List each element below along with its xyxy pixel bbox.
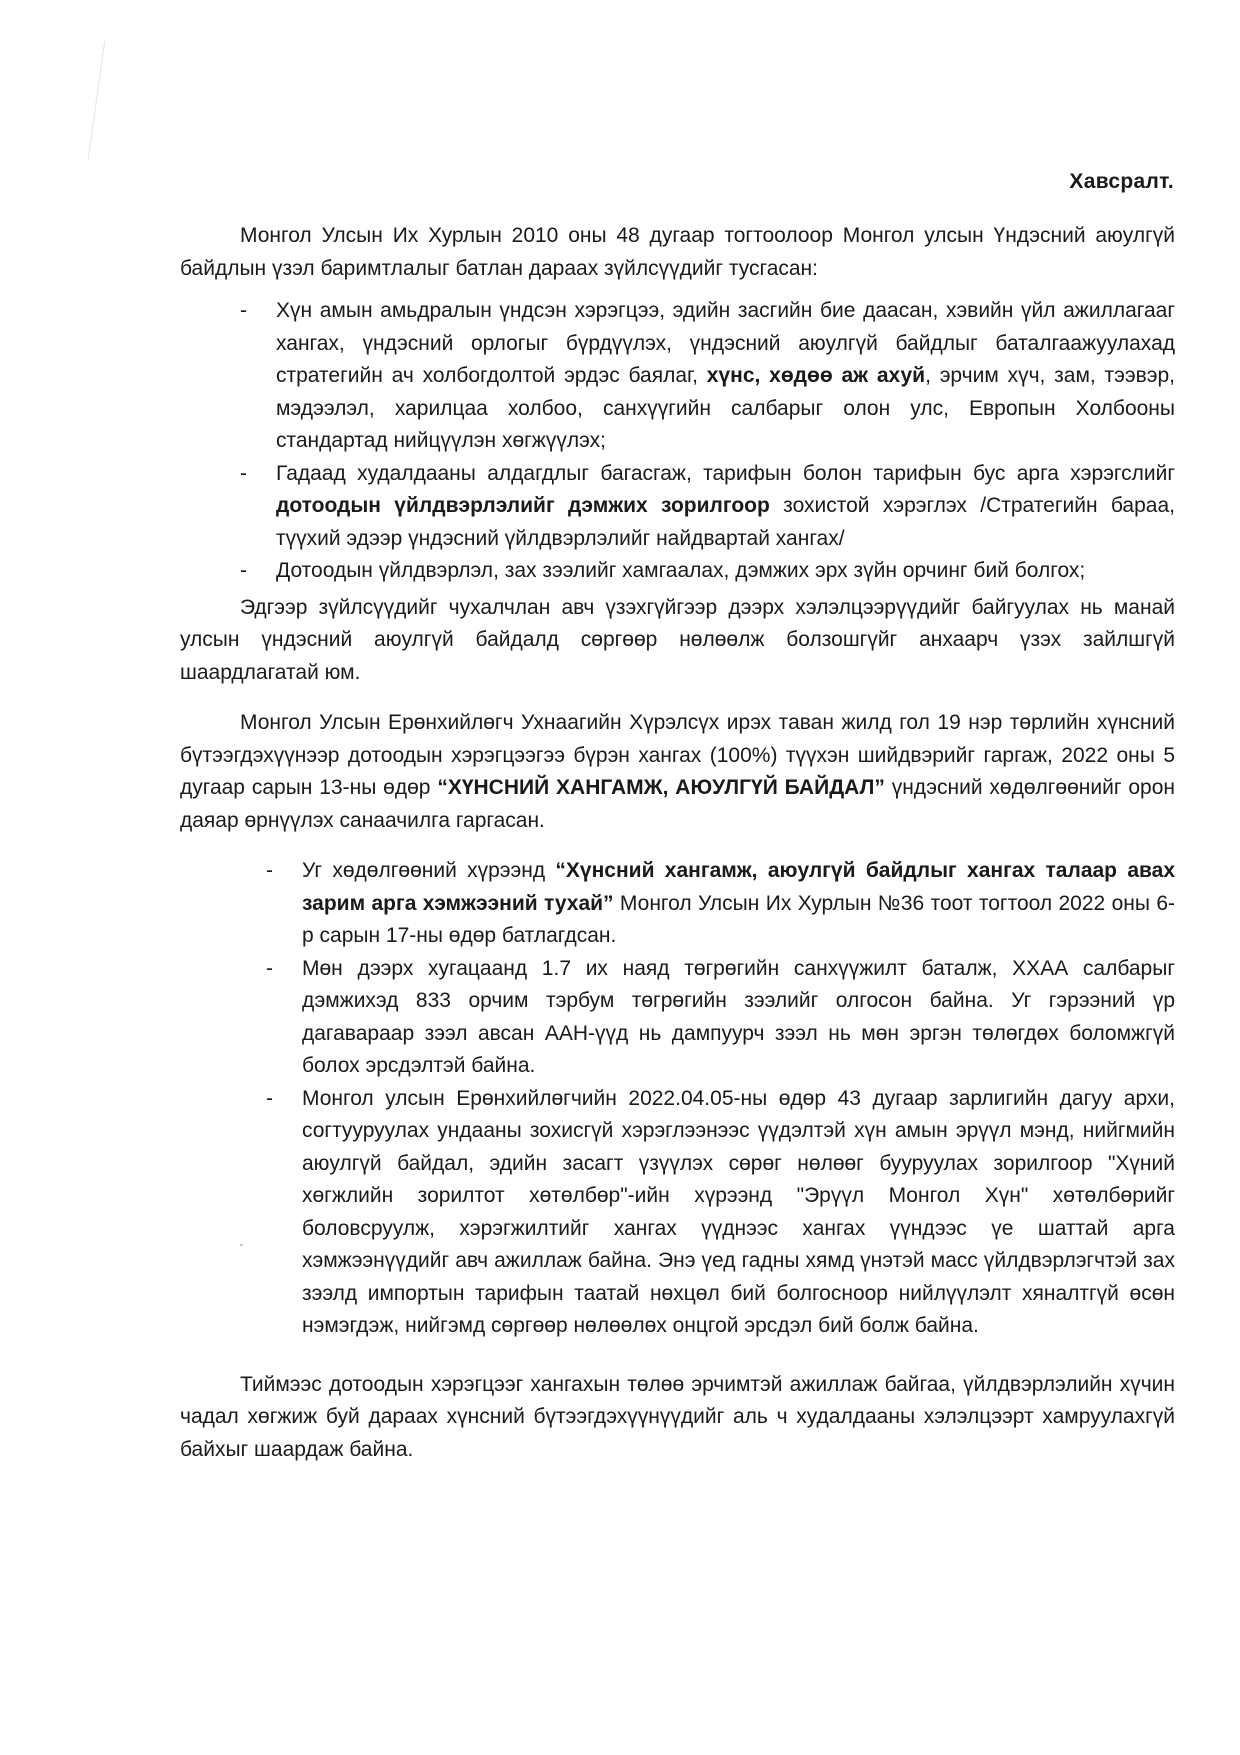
paragraph-warning: Эдгээр зүйлсүүдийг чухалчлан авч үзэхгүйгээр дээрх хэлэлцээрүүдийг байгуулах нь манай улсын үндэсний аюулгүй байдалд сөргөөр нөлөөлж болзошгүйг анхаарч үзэх зайлшгүй шаардлагатай юм.	[180, 595, 1175, 684]
bold-fragment: дотоодын үйлдвэрлэлийг дэмжих зорилгоор	[276, 494, 770, 517]
text-fragment: Монгол Улсын Их Хурлын №36 тоот тогтоол 2022 оны 6-р сарын 17-ны өдөр батлагдсан.	[302, 891, 1176, 947]
list-item: - Монгол улсын Ерөнхийлөгчийн 2022.04.05-ны өдөр 43 дугаар зарлигийн дагуу архи, согтууруулах ундааны зохисгүй хэрэглээнээс үүдэлтэй хүн амын эрүүл мэнд, нийгмийн аюулгүй байдал, эдийн засагт үзүүлэх сөрөг нөлөөг бууруулах зорилгоор "Хүний хөгжлийн зорилтот хөтөлбөр"-ийн хүрээнд "Эрүүл Монгол Хүн" хөтөлбөрийг боловсруулж, хэрэгжилтийг хангах үүднээс хангах үүндээс үе шаттай арга хэмжээнүүдийг авч ажиллаж байна. Энэ үед гадны хямд үнэтэй масс үйлдвэрлэгчтэй зах зээлд импортын тарифын таатай нөхцөл бий болгосноор нийлүүлэлт хяналтгүй өсөн нэмэгдэж, нийгэмд сөргөөр нөлөөлөх онцгой эрсдэл бий болж байна.	[302, 1083, 1175, 1343]
text-fragment: зохистой хэрэглэх /Стратегийн бараа, түүхий эдээр үндэсний үйлдвэрлэлийг найдвартай хангах/	[276, 494, 1175, 550]
text-fragment: , эрчим хүч, зам, тээвэр, мэдээлэл, харилцаа холбоо, санхүүгийн салбарыг олон улс, Европын Холбооны стандартад нийцүүлэн хөгжүүлэх;	[276, 364, 1175, 452]
list-item: - Дотоодын үйлдвэрлэл, зах зээлийг хамгаалах, дэмжих эрх зүйн орчинг бий болгох;	[276, 555, 1175, 588]
text-fragment: үндэсний хөдөлгөөнийг орон даяар өрнүүлэх санаачилга гаргасан.	[180, 776, 1175, 832]
paragraph-president-initiative	[180, 707, 1175, 837]
list-item	[302, 855, 1175, 953]
list-item: - Мөн дээрх хугацаанд 1.7 их наяд төгрөгийн санхүүжилт баталж, ХХАА салбарыг дэмжихэд 833 орчим тэрбум төгрөгийн зээлийг олгосон байна. Уг гэрээний үр дагавараар зээл авсан ААН-үүд нь дампуурч зээл нь мөн эргэн төлөгдөх боломжгүй болох эрсдэлтэй байна.	[302, 953, 1175, 1083]
document-heading: Хавсралт.	[1069, 170, 1174, 193]
document-body	[180, 220, 1175, 1466]
text-fragment: Уг хөдөлгөөний хүрээнд	[302, 859, 546, 882]
scan-edge-mark	[88, 41, 106, 160]
text-fragment: Монгол Улсын Ерөнхийлөгч Ухнаагийн Хүрэлсүх ирэх таван жилд гол 19 нэр төрлийн хүнсний бүтээгдэхүүнээр дотоодын хэрэгцээгээ бүрэн хангах (100%) түүхэн шийдвэрийг гаргаж, 2022 оны 5 дугаар сарын 13-ны өдөр	[180, 711, 1175, 799]
text-fragment: Гадаад худалдааны алдагдлыг багасгаж, тарифын болон тарифын бус арга хэрэгслийг	[276, 461, 1175, 485]
paragraph-intro: Монгол Улсын Их Хурлын 2010 оны 48 дугаар тогтоолоор Монгол улсын Үндэсний аюулгүй байдлын үзэл баримтлалыг батлан дараах зүйлсүүдийг тусгасан:	[180, 224, 1175, 280]
paragraph-demand: Тиймээс дотоодын хэрэгцээг хангахын төлөө эрчимтэй ажиллаж байгаа, үйлдвэрлэлийн хүчин чадал хөгжиж буй дараах хүнсний бүтээгдэхүүнүүдийг аль ч худалдааны хэлэлцээрт хамруулахгүй байхыг шаардаж байна.	[180, 1372, 1175, 1461]
bold-fragment: хүнс, хөдөө аж ахуй	[706, 364, 926, 387]
bold-fragment: “Хүнсний хангамж, аюулгүй байдлыг хангах талаар авах зарим арга хэмжээний тухай”	[302, 859, 1175, 915]
dash-list-measures	[302, 855, 1175, 1343]
list-item	[276, 295, 1175, 458]
list-item	[276, 458, 1175, 556]
text-fragment: Хүн амын амьдралын үндсэн хэрэгцээ, эдийн засгийн бие даасан, хэвийн үйл ажиллагааг хангах, үндэсний орлогыг бүрдүүлэх, үндэсний аюулгүй байдлыг баталгаажуулахад стратегийн ач холбогдолтой эрдэс баялаг,	[276, 299, 1175, 387]
dash-list-strategy	[276, 295, 1175, 588]
bold-fragment: “ХҮНСНИЙ ХАНГАМЖ, АЮУЛГҮЙ БАЙДАЛ”	[437, 776, 885, 799]
